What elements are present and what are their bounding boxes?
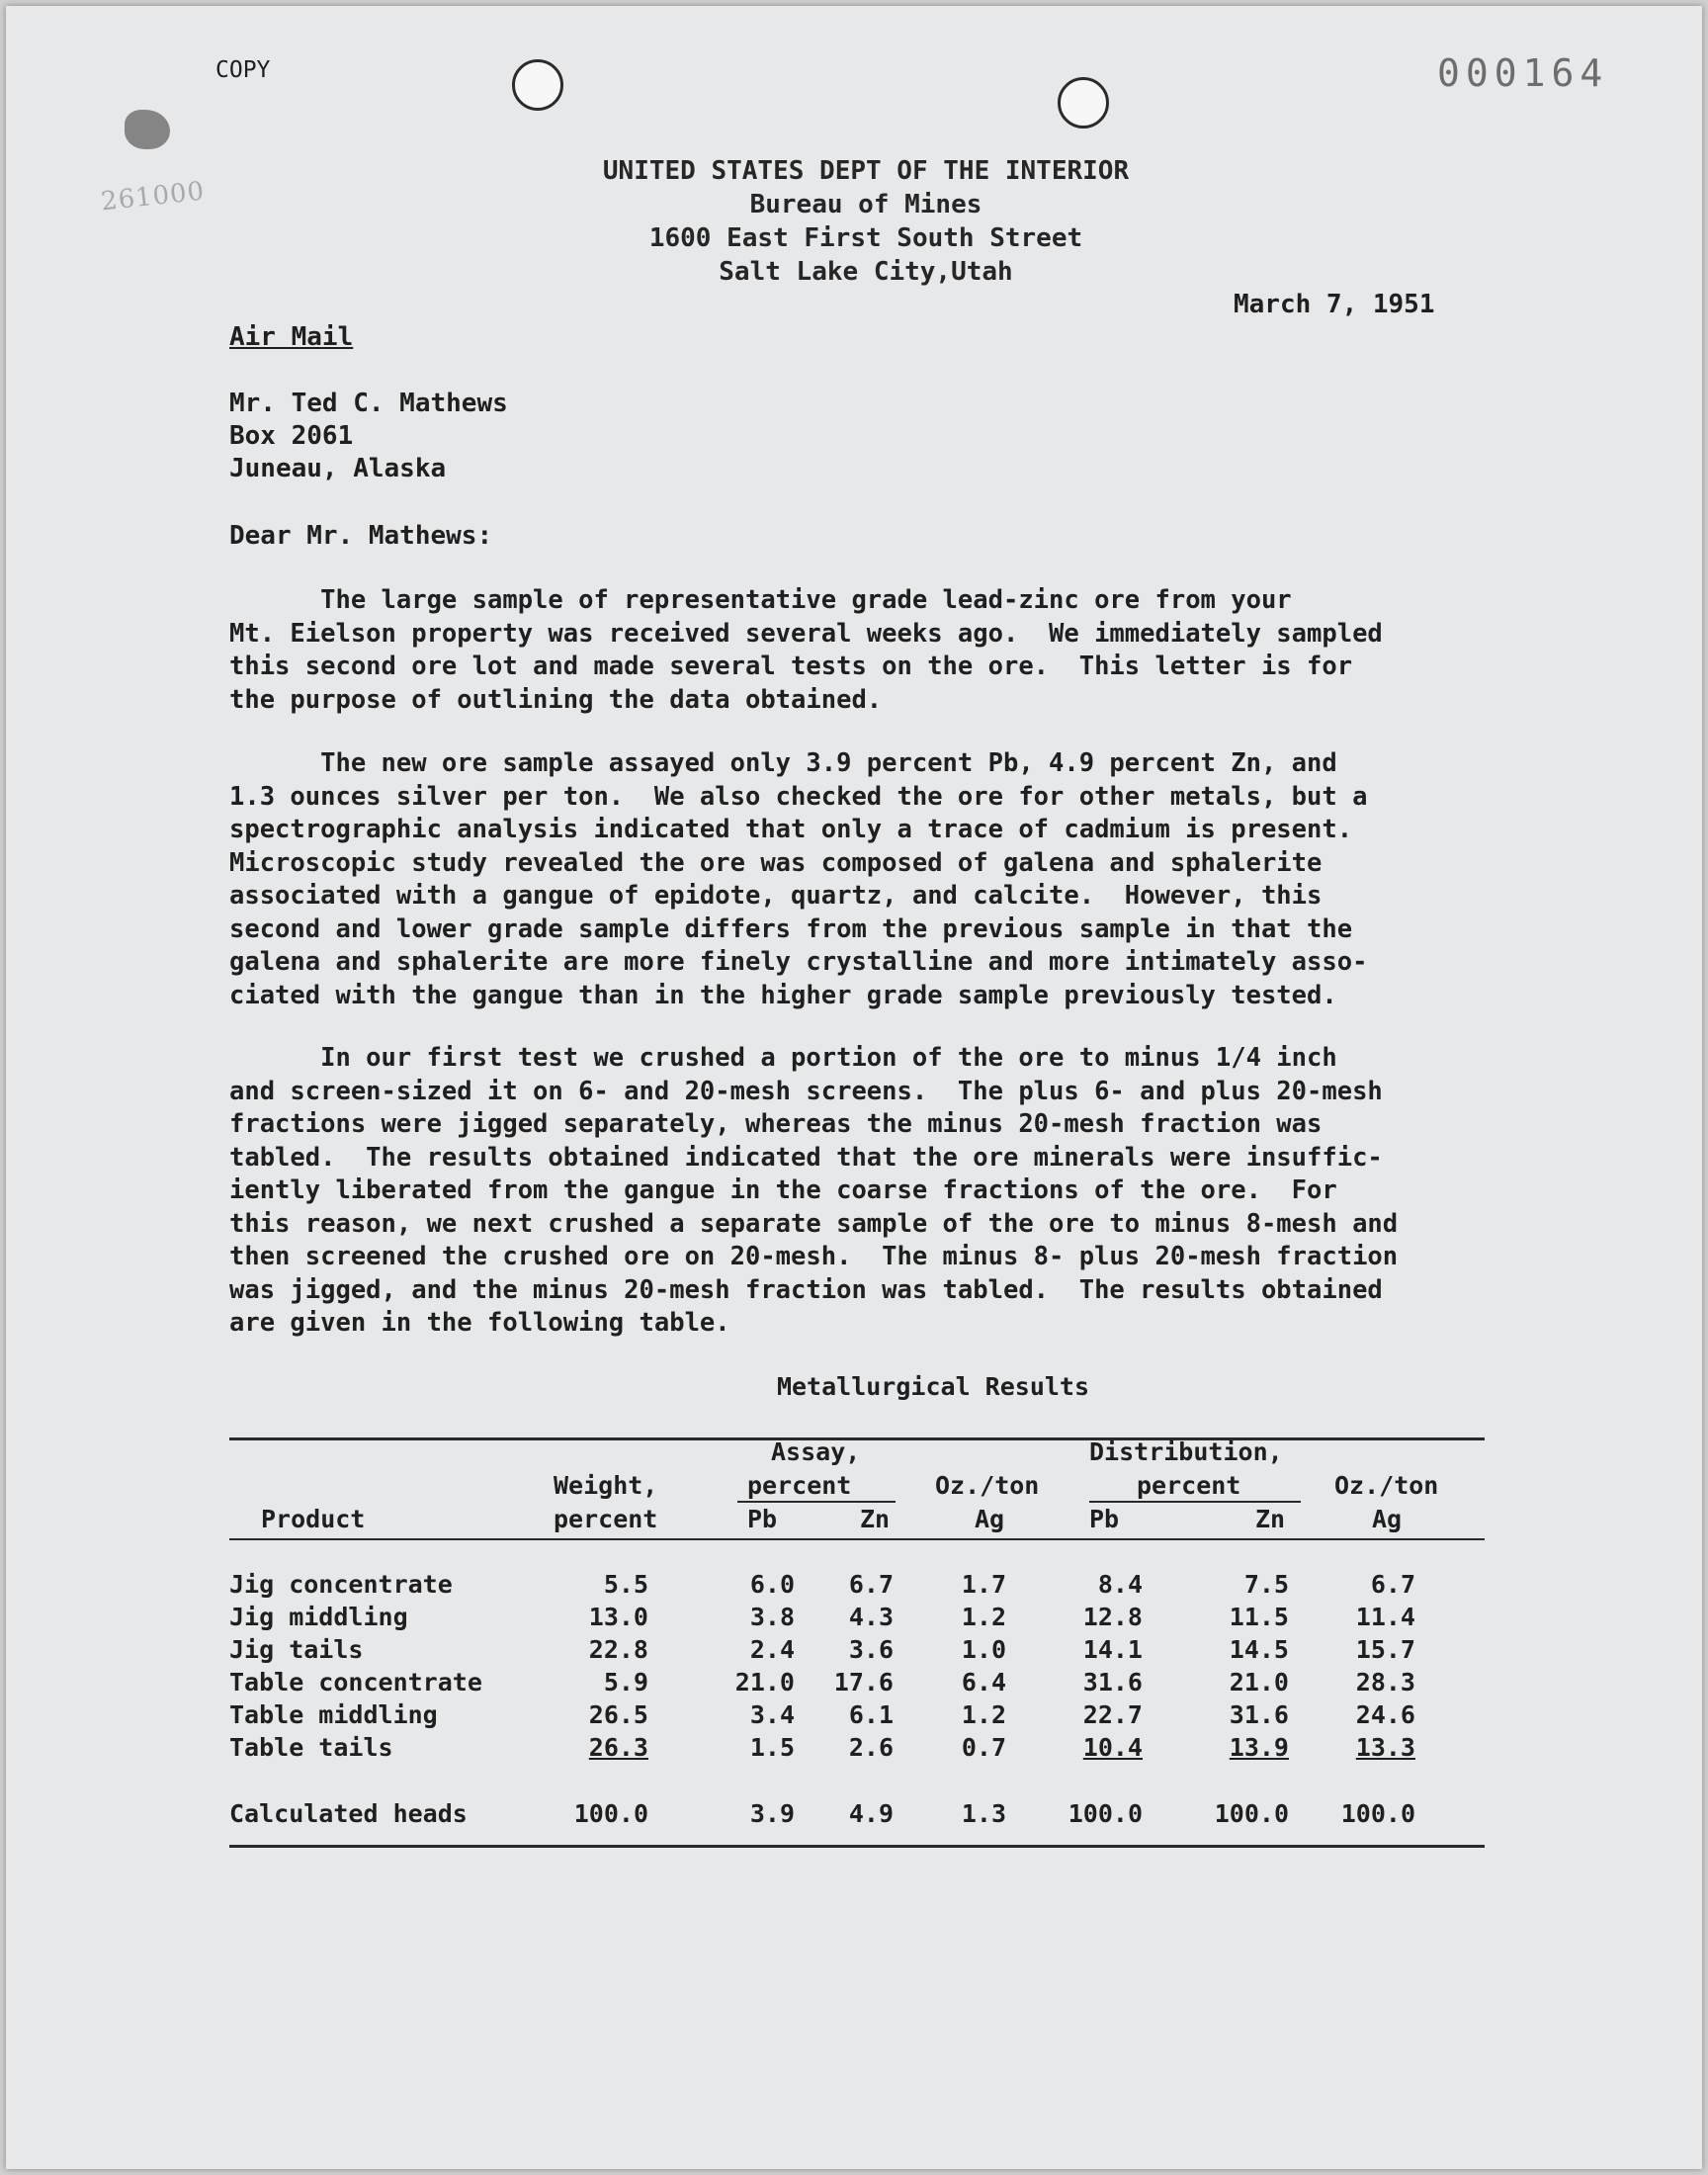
table-cell-dzn: 13.9 — [1229, 1733, 1289, 1762]
table-cell-dag: 13.3 — [1355, 1733, 1415, 1762]
letterhead-line: Bureau of Mines — [749, 190, 982, 219]
letterhead — [6, 154, 1702, 289]
table-cell-product: Jig tails — [229, 1635, 364, 1664]
header-oz-1: Oz./ton — [935, 1471, 1040, 1500]
table-cell-dzn: 14.5 — [1229, 1635, 1289, 1664]
table-total-zn: 4.9 — [848, 1799, 894, 1828]
table-cell-dzn: 7.5 — [1243, 1570, 1289, 1599]
salutation: Dear Mr. Mathews: — [229, 521, 493, 551]
table-cell-dpb: 12.8 — [1082, 1603, 1143, 1631]
table-rule-bottom — [229, 1845, 1485, 1848]
table-total-dpb: 100.0 — [1068, 1799, 1143, 1828]
table-cell-dpb: 8.4 — [1097, 1570, 1143, 1599]
table-cell-ag: 1.0 — [961, 1635, 1006, 1664]
table-cell-ag: 1.7 — [961, 1570, 1006, 1599]
ink-stain — [125, 110, 170, 149]
table-cell-dpb: 31.6 — [1082, 1668, 1143, 1696]
distribution-span-line — [1089, 1501, 1301, 1503]
letter-date: March 7, 1951 — [1234, 290, 1435, 319]
letterhead-line: 1600 East First South Street — [648, 223, 1083, 253]
table-cell-product: Table tails — [229, 1733, 393, 1762]
table-cell-dpb: 22.7 — [1082, 1700, 1143, 1729]
table-cell-zn: 6.1 — [848, 1700, 894, 1729]
table-cell-ag: 6.4 — [961, 1668, 1006, 1696]
table-total-dzn: 100.0 — [1214, 1799, 1289, 1828]
header-dist-oz-1: Oz./ton — [1334, 1471, 1439, 1500]
table-cell-dpb: 10.4 — [1082, 1733, 1143, 1762]
table-cell-zn: 17.6 — [833, 1668, 894, 1696]
table-cell-dag: 28.3 — [1355, 1668, 1415, 1696]
header-weight-2: percent — [554, 1505, 658, 1533]
table-cell-pb: 21.0 — [734, 1668, 795, 1696]
delivery-method: Air Mail — [229, 322, 354, 352]
table-cell-product: Jig middling — [229, 1603, 408, 1631]
recipient-name: Mr. Ted C. Mathews — [229, 389, 508, 418]
table-total-product: Calculated heads — [229, 1799, 468, 1828]
table-cell-dzn: 21.0 — [1229, 1668, 1289, 1696]
table-cell-zn: 6.7 — [848, 1570, 894, 1599]
handwritten-note: 261000 — [99, 176, 207, 218]
recipient-box: Box 2061 — [229, 421, 354, 451]
document-number: 000164 — [1437, 51, 1609, 95]
header-assay-1: Assay, — [771, 1437, 861, 1466]
table-cell-zn: 3.6 — [848, 1635, 894, 1664]
table-cell-product: Table concentrate — [229, 1668, 482, 1696]
table-cell-dag: 24.6 — [1355, 1700, 1415, 1729]
header-oz-ag: Ag — [975, 1505, 1005, 1533]
header-assay-zn: Zn — [860, 1505, 891, 1533]
table-cell-dag: 6.7 — [1370, 1570, 1415, 1599]
table-title: Metallurgical Results — [776, 1372, 1090, 1401]
assay-span-line — [737, 1501, 896, 1503]
letter-page — [6, 6, 1702, 2169]
table-cell-ag: 1.2 — [961, 1700, 1006, 1729]
table-cell-zn: 2.6 — [848, 1733, 894, 1762]
table-cell-weight: 22.8 — [588, 1635, 648, 1664]
table-total-weight: 100.0 — [573, 1799, 648, 1828]
table-rule-header — [229, 1538, 1485, 1540]
body-paragraph-2: The new ore sample assayed only 3.9 percent Pb, 4.9 percent Zn, and 1.3 ounces silver per ton. We also checked the ore for other metals, but a spectrographic analysis indicated that only a trace of cadmium is present. Microscopic study revealed the ore was composed of galena and sphalerite associated with a gangue of epidote, quartz, and calcite. However, this second and lower grade sample differs from the previous sample in that the galena and sphalerite are more finely crystalline and more intimately asso- ciated with the gangue than in the higher grade sample previously tested. — [229, 748, 1368, 1010]
table-cell-weight: 13.0 — [588, 1603, 648, 1631]
table-cell-weight: 26.5 — [588, 1700, 648, 1729]
table-cell-product: Jig concentrate — [229, 1570, 453, 1599]
letterhead-line: UNITED STATES DEPT OF THE INTERIOR — [602, 156, 1130, 186]
body-paragraph-3: In our first test we crushed a portion of the ore to minus 1/4 inch and screen-sized it on 6- and 20-mesh screens. The plus 6- and plus 20-mesh fractions were jigged separately, whereas the minus 20-mesh fraction was tabled. The results obtained indicated that the ore minerals were insuffic- iently liberated from the gangue in the coarse fractions of the ore. For this reason, we next crushed a separate sample of the ore to minus 8-mesh and then screened the crushed ore on 20-mesh. The minus 8- plus 20-mesh fraction was jigged, and the minus 20-mesh fraction was tabled. The results obtained are given in the following table. — [229, 1043, 1399, 1338]
header-dist-zn: Zn — [1255, 1505, 1286, 1533]
table-total-ag: 1.3 — [961, 1799, 1006, 1828]
table-total-dag: 100.0 — [1340, 1799, 1415, 1828]
table-cell-dpb: 14.1 — [1082, 1635, 1143, 1664]
body-paragraph-1: The large sample of representative grade lead-zinc ore from your Mt. Eielson property was received several weeks ago. We immediately sampled this second ore lot and made several tests on the ore. This letter is for the purpose of outlining the data obtained. — [229, 585, 1383, 715]
header-dist-ag: Ag — [1372, 1505, 1403, 1533]
table-cell-pb: 3.4 — [749, 1700, 795, 1729]
header-product: Product — [261, 1505, 366, 1533]
table-cell-dag: 11.4 — [1355, 1603, 1415, 1631]
table-total-pb: 3.9 — [749, 1799, 795, 1828]
table-cell-pb: 1.5 — [749, 1733, 795, 1762]
table-cell-weight: 5.5 — [603, 1570, 648, 1599]
letterhead-line: Salt Lake City,Utah — [719, 257, 1013, 287]
header-dist-1: Distribution, — [1089, 1437, 1283, 1466]
copy-mark: COPY — [215, 57, 271, 83]
table-cell-pb: 2.4 — [749, 1635, 795, 1664]
header-assay-pb: Pb — [747, 1505, 778, 1533]
punch-hole-left — [512, 59, 563, 111]
table-cell-ag: 1.2 — [961, 1603, 1006, 1631]
table-cell-pb: 3.8 — [749, 1603, 795, 1631]
header-weight-1: Weight, — [554, 1471, 658, 1500]
punch-hole-right — [1058, 77, 1109, 129]
table-cell-weight: 5.9 — [603, 1668, 648, 1696]
table-cell-dag: 15.7 — [1355, 1635, 1415, 1664]
table-cell-ag: 0.7 — [961, 1733, 1006, 1762]
table-cell-dzn: 31.6 — [1229, 1700, 1289, 1729]
recipient-city: Juneau, Alaska — [229, 454, 447, 483]
header-dist-pb: Pb — [1089, 1505, 1120, 1533]
table-cell-pb: 6.0 — [749, 1570, 795, 1599]
recipient-address — [229, 388, 508, 485]
table-cell-weight: 26.3 — [588, 1733, 648, 1762]
header-dist-2: percent — [1137, 1471, 1241, 1500]
header-assay-2: percent — [747, 1471, 852, 1500]
table-cell-dzn: 11.5 — [1229, 1603, 1289, 1631]
table-cell-product: Table middling — [229, 1700, 438, 1729]
table-cell-zn: 4.3 — [848, 1603, 894, 1631]
